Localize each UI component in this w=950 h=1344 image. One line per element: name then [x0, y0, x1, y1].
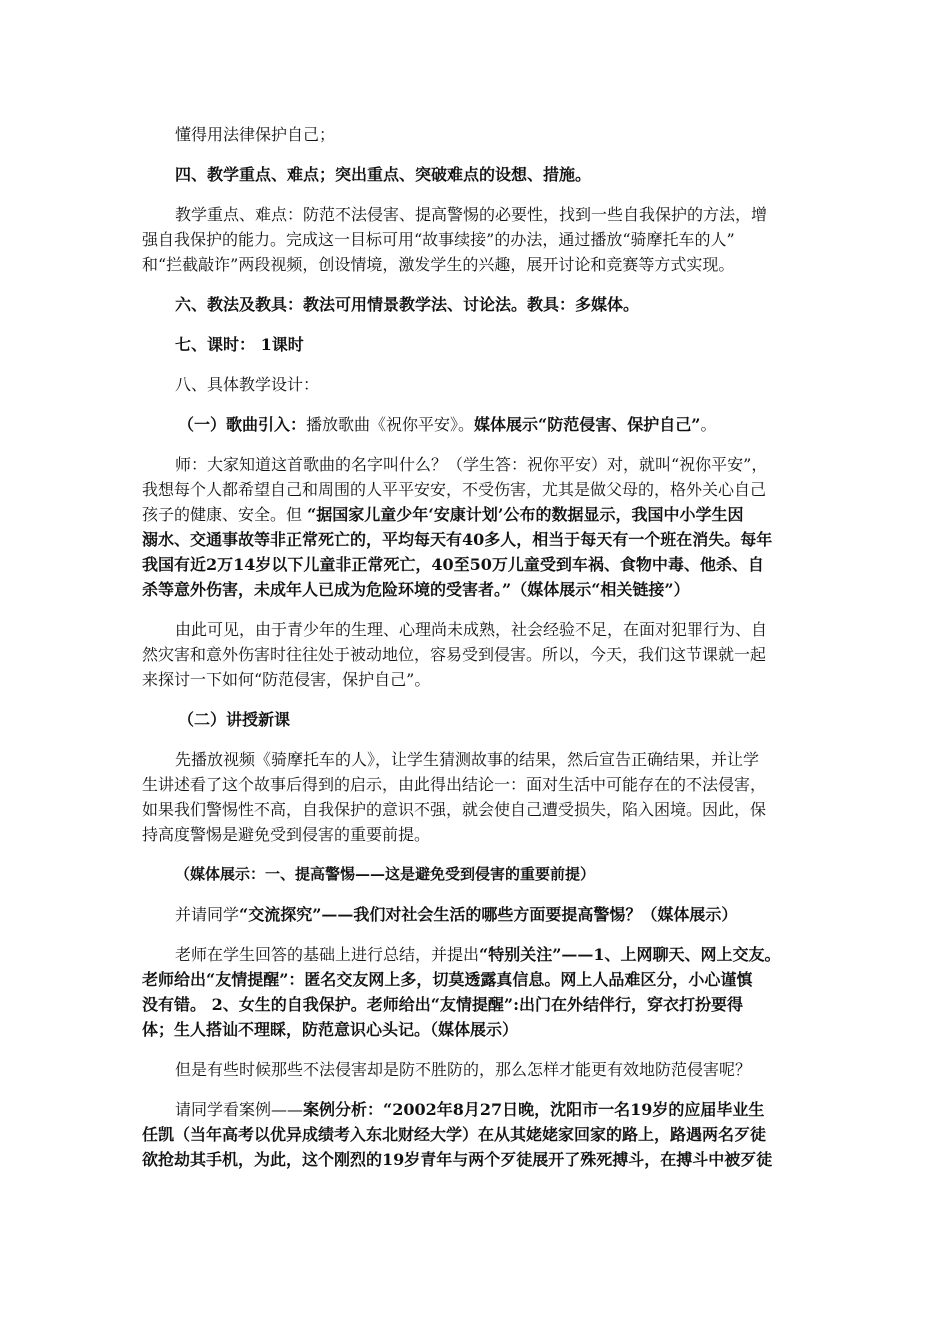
text-line: 持高度警惕是避免受到侵害的重要前提。	[142, 825, 431, 844]
text-line: 师：大家知道这首歌曲的名字叫什么？（学生答：祝你平安）对，就叫“祝你平安”，	[175, 455, 768, 474]
media-display-vigilance: （媒体展示：一、提高警惕——这是避免受到侵害的重要前提）	[175, 865, 596, 883]
heading-class-hours: 七、课时： 1课时	[175, 335, 304, 354]
text-line	[142, 942, 822, 967]
text-line: 由此可见，由于青少年的生理、心理尚未成熟，社会经验不足，在面对犯罪行为、自	[175, 620, 768, 639]
media-display-text: 媒体展示“防范侵害、保护自己”	[474, 415, 701, 434]
text-normal: 请同学看案例——	[175, 1100, 304, 1119]
text-line: 来探讨一下如何“防范侵害，保护自己”。	[142, 670, 431, 689]
text-line: 先播放视频《骑摩托车的人》，让学生猜测故事的结果，然后宣告正确结果，并让学	[175, 750, 760, 769]
heading-teaching-design: 八、具体教学设计：	[175, 375, 320, 394]
text-normal: 老师在学生回答的基础上进行总结，并提出	[175, 945, 480, 964]
text-bold: “据国家儿童少年‘安康计划’公布的数据显示，我国中小学生因	[307, 505, 744, 524]
text-line: 教学重点、难点：防范不法侵害、提高警惕的必要性，找到一些自我保护的方法，增	[175, 205, 768, 224]
text-line: 如果我们警惕性不高，自我保护的意识不强，就会使自己遭受损失，陷入困境。因此，保	[142, 800, 767, 819]
paragraph-case-study	[142, 1097, 822, 1172]
text-line: 溺水、交通事故等非正常死亡的，平均每天有40多人，相当于每天有一个班在消失。每年	[142, 530, 773, 549]
text-line: 欲抢劫其手机，为此，这个刚烈的19岁青年与两个歹徒展开了殊死搏斗，在搏斗中被歹徒	[142, 1150, 773, 1169]
text-line: 我想每个人都希望自己和周围的人平平安安，不受伤害，尤其是做父母的，格外关心自己	[142, 480, 767, 499]
paragraph-video-motorcycle	[142, 747, 822, 847]
paragraph-special-attention	[142, 942, 822, 1042]
paragraph-conclusion-intro	[142, 617, 822, 692]
heading-key-points: 四、教学重点、难点；突出重点、突破难点的设想、措施。	[175, 165, 592, 184]
text-line: 体；生人搭讪不理睬，防范意识心头记。（媒体展示）	[142, 1020, 519, 1039]
section-new-lesson: （二）讲授新课	[178, 710, 291, 729]
song-text: 播放歌曲《祝你平安》。	[306, 415, 475, 434]
document-body	[142, 122, 822, 1187]
paragraph-key-points	[142, 202, 822, 277]
text-line: 老师给出“友情提醒”：匿名交友网上多，切莫透露真信息。网上人品难区分，小心谨慎	[142, 970, 753, 989]
text-line: 我国有近2万14岁以下儿童非正常死亡，40至50万儿童受到车祸、食物中毒、他杀、自	[142, 555, 764, 574]
text-line: 任凯（当年高考以优异成绩考入东北财经大学）在从其姥姥家回家的路上，路遇两名歹徒	[142, 1125, 767, 1144]
text-bold: 案例分析：“2002年8月27日晚，沈阳市一名19岁的应届毕业生	[303, 1100, 765, 1119]
heading-methods-tools: 六、教法及教具：教法可用情景教学法、讨论法。教具：多媒体。	[175, 295, 640, 314]
text-bold: “特别关注”——1、上网聊天、网上交友。	[479, 945, 781, 964]
text-line: 杀等意外伤害，未成年人已成为危险环境的受害者。”（媒体展示“相关链接”）	[142, 580, 690, 599]
paragraph-law-protection: 懂得用法律保护自己；	[175, 125, 336, 144]
section-label: （一）歌曲引入：	[178, 415, 307, 434]
text-normal: 并请同学	[175, 905, 240, 924]
text-line: 没有错。 2、女生的自我保护。老师给出“友情提醒”:出门在外结伴行，穿衣打扮要得	[142, 995, 744, 1014]
paragraph-hard-to-prevent: 但是有些时候那些不法侵害却是防不胜防的，那么怎样才能更有效地防范侵害呢？	[175, 1060, 752, 1079]
period-text: 。	[700, 415, 717, 434]
text-bold: “交流探究”——我们对社会生活的哪些方面要提高警惕？（媒体展示）	[239, 905, 738, 924]
paragraph-exchange-explore	[142, 902, 822, 927]
text-line: 强自我保护的能力。完成这一目标可用“故事续接”的办法，通过播放“骑摩托车的人”	[142, 230, 735, 249]
text-line: 和“拦截敲诈”两段视频，创设情境，激发学生的兴趣，展开讨论和竞赛等方式实现。	[142, 255, 735, 274]
text-line	[142, 1097, 822, 1122]
text-normal: 孩子的健康、安全。但	[142, 505, 308, 524]
text-line: 生讲述看了这个故事后得到的启示，由此得出结论一：面对生活中可能存在的不法侵害，	[142, 775, 767, 794]
paragraph-teacher-dialogue	[142, 452, 822, 602]
text-line	[142, 502, 822, 527]
text-line: 然灾害和意外伤害时往往处于被动地位，容易受到侵害。所以，今天，我们这节课就一起	[142, 645, 767, 664]
section-song-intro	[142, 412, 822, 437]
